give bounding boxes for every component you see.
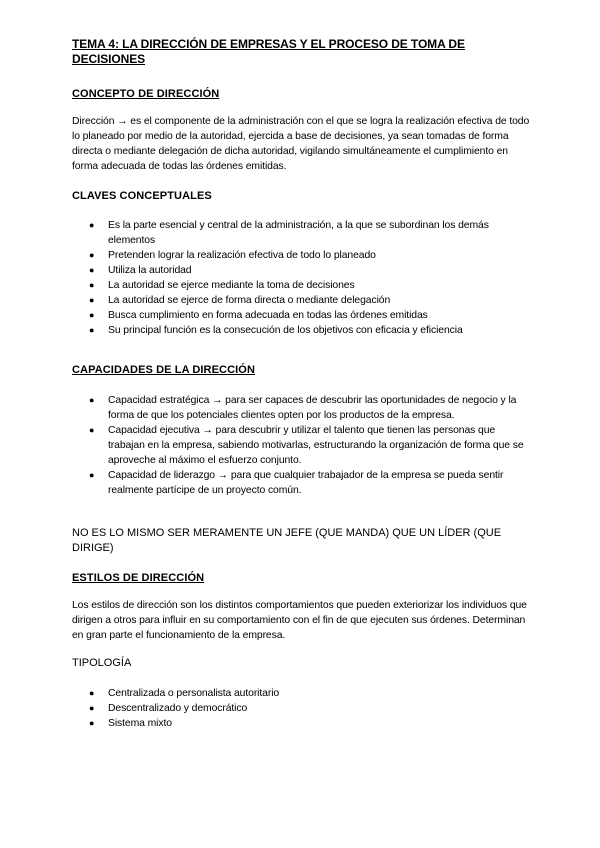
- bullet-icon: ●: [89, 425, 95, 435]
- list-item: ● Utiliza la autoridad: [89, 265, 192, 276]
- list-item: ● Es la parte esencial y central de la administración, a la que se subordinan los demás elementos: [89, 220, 489, 246]
- heading-claves: CLAVES CONCEPTUALES: [72, 190, 212, 202]
- list-item: ● Busca cumplimiento en forma adecuada en todas las órdenes emitidas: [89, 310, 428, 321]
- list-item: ● La autoridad se ejerce de forma directa o mediante delegación: [89, 295, 391, 306]
- paragraph-concepto: Dirección → es el componente de la administración con el que se logra la realización efectiva de todo lo planeado por medio de la autoridad, ejercida a base de decisiones, ya sean tomadas de forma directa o mediante delegación de dicha autoridad, vigilando simultáneamente el cumplimiento en forma adecuada de todas las órdenes emitidas.: [72, 116, 530, 172]
- bullet-icon: ●: [89, 325, 95, 335]
- bullet-icon: ●: [89, 470, 95, 480]
- list-tipologia: [72, 686, 532, 731]
- bullet-icon: ●: [89, 220, 95, 230]
- list-item: ● Capacidad de liderazgo → para que cualquier trabajador de la empresa se pueda sentir realmente partícipe de un proyecto común.: [89, 470, 504, 496]
- list-item: ● La autoridad se ejerce mediante la toma de decisiones: [89, 280, 355, 291]
- heading-estilos: ESTILOS DE DIRECCIÓN: [72, 572, 205, 584]
- list-item: ● Descentralizado y democrático: [89, 703, 248, 714]
- bullet-icon: ●: [89, 295, 95, 305]
- heading-concepto: CONCEPTO DE DIRECCIÓN: [72, 88, 220, 100]
- list-item: ● Centralizada o personalista autoritario: [89, 688, 280, 699]
- bullet-icon: ●: [89, 265, 95, 275]
- list-capacidades: [72, 393, 532, 498]
- page-title: TEMA 4: LA DIRECCIÓN DE EMPRESAS Y EL PROCESO DE TOMA DE DECISIONES: [72, 37, 465, 66]
- bullet-icon: ●: [89, 703, 95, 713]
- bullet-icon: ●: [89, 250, 95, 260]
- note-jefe-lider: NO ES LO MISMO SER MERAMENTE UN JEFE (QUE MANDA) QUE UN LÍDER (QUE DIRIGE): [72, 527, 502, 554]
- bullet-icon: ●: [89, 395, 95, 405]
- list-item: ● Pretenden lograr la realización efectiva de todo lo planeado: [89, 250, 376, 261]
- list-claves: [72, 218, 532, 338]
- bullet-icon: ●: [89, 280, 95, 290]
- tipologia-label: TIPOLOGÍA: [72, 657, 132, 669]
- heading-capacidades: CAPACIDADES DE LA DIRECCIÓN: [72, 364, 255, 376]
- bullet-icon: ●: [89, 688, 95, 698]
- list-item: ● Sistema mixto: [89, 718, 172, 729]
- list-item: ● Capacidad ejecutiva → para descubrir y utilizar el talento que tienen las personas que trabajan en la empresa, sabiendo motivarlas, estructurando la organización de forma que se aproveche al máximo el esfuerzo conjunto.: [89, 425, 524, 466]
- bullet-icon: ●: [89, 718, 95, 728]
- paragraph-estilos: Los estilos de dirección son los distintos comportamientos que pueden exteriorizar los individuos que dirigen a otros para influir en su comportamiento con el fin de que ejecuten sus órdenes. Determinan en gran parte el funcionamiento de la empresa.: [72, 600, 527, 641]
- list-item: ● Capacidad estratégica → para ser capaces de descubrir las oportunidades de negocio y la forma de que los potenciales clientes opten por los productos de la empresa.: [89, 395, 517, 421]
- list-item: ● Su principal función es la consecución de los objetivos con eficacia y eficiencia: [89, 325, 463, 336]
- bullet-icon: ●: [89, 310, 95, 320]
